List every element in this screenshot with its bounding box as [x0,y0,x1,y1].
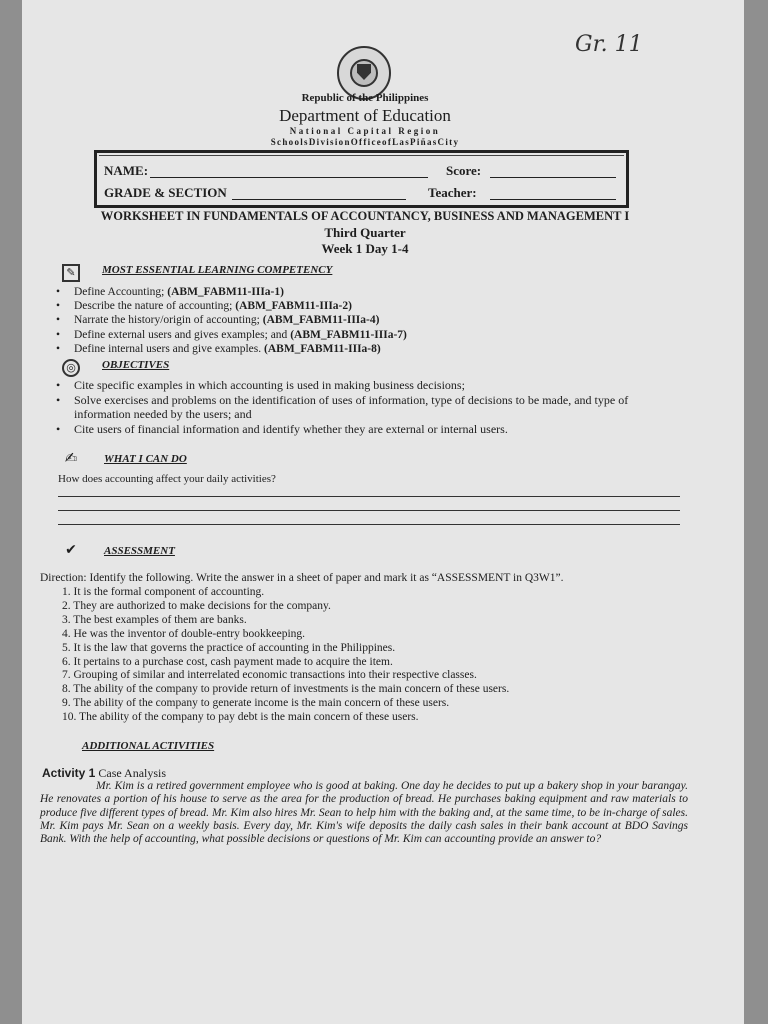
objectives-list [56,378,680,436]
activity-title: Case Analysis [98,766,167,780]
answer-line[interactable] [58,510,680,511]
assessment-item: 8. The ability of the company to provide return of investments is the main concern of these users. [62,683,510,696]
what-i-can-do-heading: WHAT I CAN DO [104,453,187,465]
score-label: Score: [446,163,482,178]
assessment-item: 9. The ability of the company to generate income is the main concern of these users. [62,697,450,710]
objective-item: • Solve exercises and problems on the identification of uses of information, type of decisions to be made, and type of information needed by the users; and [56,393,680,422]
answer-line[interactable] [58,524,680,525]
assessment-item: 2. They are authorized to make decisions for the company. [62,599,331,612]
competency-item: • Define internal users and give examples. (ABM_FABM11-IIIa-8) [56,342,407,356]
quarter-label: Third Quarter [324,225,406,240]
republic-label: Republic of the Philippines [301,92,429,104]
assessment-icon: ✔ [65,542,77,558]
activity-heading [42,766,166,781]
division-label: SchoolsDivisionOfficeofLasPiñasCity [270,137,460,147]
activity-label: Activity 1 [42,766,96,780]
assessment-item: 4. He was the inventor of double-entry bookkeeping. [62,627,306,640]
assessment-item: 3. The best examples of them are banks. [62,613,247,626]
competency-list [56,285,407,356]
objectives-heading: OBJECTIVES [102,359,170,371]
grade-section-label: GRADE & SECTION [104,185,227,200]
department-title: Department of Education [279,106,451,125]
name-label: NAME: [104,163,149,178]
hand-writing-icon: ✍ [64,449,78,467]
assessment-list [62,586,509,725]
competency-item: • Describe the nature of accounting; (ABM_FABM11-IIIa-2) [56,299,407,313]
assessment-item: 6. It pertains to a purchase cost, cash payment made to acquire the item. [62,655,393,668]
teacher-field[interactable] [490,185,616,200]
grade-section-field[interactable] [232,185,406,200]
objective-item: • Cite specific examples in which accounting is used in making business decisions; [56,378,680,393]
target-icon: ◎ [62,359,80,377]
name-field[interactable] [150,163,428,178]
assessment-direction: Direction: Identify the following. Write the answer in a sheet of paper and mark it as “ASSESSMENT in Q3W1”. [40,572,564,584]
competency-item: • Define external users and gives examples; and (ABM_FABM11-IIIa-7) [56,328,407,342]
week-day-label: Week 1 Day 1-4 [321,241,409,256]
score-field[interactable] [490,163,616,178]
competency-icon: ✎ [62,264,80,282]
competency-item: • Narrate the history/origin of accounting; (ABM_FABM11-IIIa-4) [56,313,407,327]
assessment-item: 7. Grouping of similar and interrelated economic transactions into their respective classes. [62,669,477,682]
worksheet-title: WORKSHEET IN FUNDAMENTALS OF ACCOUNTANCY, BUSINESS AND MANAGEMENT I [100,209,630,223]
objective-item: • Cite users of financial information and identify whether they are external or internal users. [56,422,680,437]
case-analysis-text: Mr. Kim is a retired government employee who is good at baking. One day he decides to put up a bakery shop in your barangay. He renovates a portion of his house to serve as the area for the production of bread. He purchases baking equipment and raw materials to produce five different types of bread. Mr. Kim also hires Mr. Sean to help him with the baking and, at the same time, to be in-charge of sales. Mr. Kim pays Mr. Sean on a weekly basis. Every day, Mr. Kim's wife deposits the daily cash sales in their bank account at BDO Savings Bank. With the help of accounting, what possible decisions or questions of Mr. Kim can accounting provide an answer to? [40,780,688,846]
box-inner-rule [99,155,624,156]
region-label: National Capital Region [289,126,441,136]
competency-heading: MOST ESSENTIAL LEARNING COMPETENCY [102,264,333,276]
competency-item: • Define Accounting; (ABM_FABM11-IIIa-1) [56,285,407,299]
reflection-question: How does accounting affect your daily activities? [58,473,276,485]
assessment-item: 5. It is the law that governs the practice of accounting in the Philippines. [62,641,396,654]
assessment-item: 10. The ability of the company to pay debt is the main concern of these users. [62,711,419,724]
additional-activities-heading: ADDITIONAL ACTIVITIES [82,740,215,752]
handwritten-grade: Gr. 11 [575,32,643,57]
assessment-item: 1. It is the formal component of accounting. [62,586,265,598]
teacher-label: Teacher: [428,185,477,200]
answer-line[interactable] [58,496,680,497]
assessment-heading: ASSESSMENT [104,545,175,557]
